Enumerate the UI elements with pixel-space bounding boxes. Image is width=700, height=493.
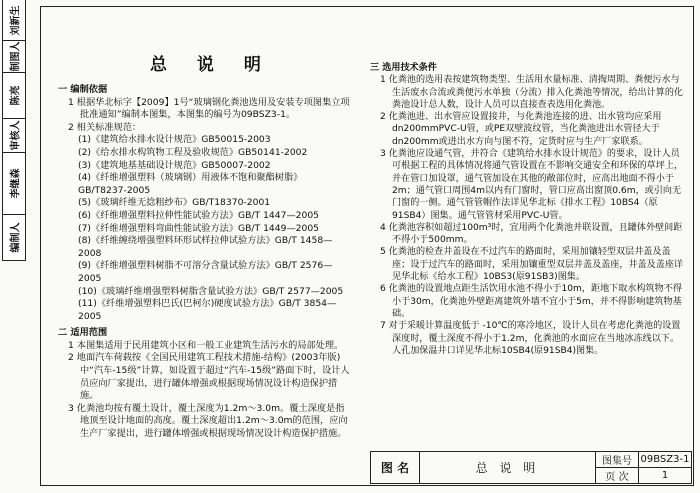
strip-cell xyxy=(3,0,25,41)
strip-cell xyxy=(3,72,25,119)
drawing-name-value: 总 说 明 xyxy=(419,451,596,484)
drawing-name-label: 图 名 xyxy=(370,451,420,484)
standard-item: (11)《纤维增强塑料巴氏(巴柯尔)硬度试验方法》GB/T 3854—2005 xyxy=(78,298,337,322)
condition-item: 3 化粪池应设通气管，并符合《建筑给水排水设计规范》的要求，设计人员可根据工程的具体情况将通气管设置在不影响交通安全和环保的草坪上，并在管口加设罩，通气管加设在其他的敞部位时，应高出地面不得小于2m；通气管口周围4m以内有门窗时，管口应高出窗顶0.6m，或引向无门窗的一侧。通气管管帽作法详见华北标《排水工程》10BS4（原91SB4）图集。通气管管材采用PVC-U管。 xyxy=(380,149,684,221)
standard-item: (9)《纤维增强塑料树脂不可溶分含量试验方法》GB/T 2576—2005 xyxy=(78,260,333,284)
condition-item: 5 化粪池的检查井盖设在不过汽车的路面时，采用加镶轻型双层井盖及盖座；设于过汽车的路面时，采用加镶重型双层井盖及盖座，井盖及盖座详见华北标《给水工程》10BS3(原91SB3)图集。 xyxy=(380,247,684,283)
signature-strip xyxy=(2,0,26,261)
standard-item: (10)《玻璃纤维增强塑料树脂含量试验方法》GB/T 2577—2005 xyxy=(78,285,344,297)
strip-cell xyxy=(3,118,25,153)
strip-text: 刘新生 xyxy=(10,5,22,35)
condition-item: 1 化粪池的选用表按建筑物类型、生活用水量标准、清掏周期、粪便污水与生活废水合流或粪便污水单独（分流）排入化粪池等情况，给出计算的化粪池设计总人数，设计人员可以直接查表选用化粪池。 xyxy=(380,75,684,110)
standard-item: (5)《玻璃纤维无捻粗纱布》GB/T18370-2001 xyxy=(78,197,271,209)
right-column xyxy=(370,58,685,357)
standard-item: (1)《建筑给水排水设计规范》GB50015-2003 xyxy=(78,134,271,146)
strip-text: 李继森 xyxy=(10,168,22,198)
strip-cell xyxy=(3,40,25,73)
standard-item: (3)《建筑地基基础设计规范》GB50007-2002 xyxy=(78,159,271,171)
basis-item: 1 根据华北标字【2009】1号“玻璃钢化粪池选用及安装专项图集立项批准通知”编制本图集，本图集的编号为09BSZ3-1。 xyxy=(68,96,350,121)
standard-item: (7)《纤维增强塑料弯曲性能试验方法》GB/T 1449—2005 xyxy=(78,222,320,234)
condition-item: 7 对于采暖计算温度低于 -10℃的寒冷地区，设计人员在考虑化粪池的设置深度时，覆土深度不得小于1.2m，化粪池的水面应在当地冰冻线以下。人孔加保温井口详见华北标10SB4(原91SB4)图集。 xyxy=(380,321,681,356)
strip-text: 审核人 xyxy=(10,120,22,150)
page-number-label: 页 次 xyxy=(595,467,639,484)
atlas-number-label: 图集号 xyxy=(595,451,639,468)
standard-item: (4)《纤维增强塑料（玻璃钢）用液体不饱和聚酯树脂》GB/T8237-2005 xyxy=(78,172,303,196)
strip-text: 编制人 xyxy=(10,222,22,252)
page-title: 总 说 明 xyxy=(150,55,273,75)
standard-item: (6)《纤维增强塑料拉伸性能试验方法》GB/T 1447—2005 xyxy=(78,209,320,221)
section-heading-scope: 二 适用范围 xyxy=(58,327,108,339)
strip-cell xyxy=(3,214,25,260)
scope-item: 1 本图集适用于民用建筑小区和一般工业建筑生活污水的局部处理。 xyxy=(68,339,344,351)
condition-item: 6 化粪池的设置地点距生活饮用水池不得小于10m，距地下取水构筑物不得小于30m，化粪池外壁距离建筑外墙不宜小于5m，并不得影响建筑物基础。 xyxy=(380,284,682,319)
page-number-value: 1 xyxy=(638,467,692,484)
strip-cell xyxy=(3,152,25,215)
atlas-number-value: 09BSZ3-1 xyxy=(638,451,692,468)
standards-list xyxy=(58,134,350,323)
left-column xyxy=(58,80,350,441)
standard-item: (2)《给水排水构筑物工程及验收规范》GB50141-2002 xyxy=(78,146,308,158)
title-block xyxy=(370,451,692,484)
strip-text: 陈亮 xyxy=(10,85,22,105)
basis-item: 2 相关标准规范： xyxy=(68,121,142,133)
strip-text: 制图人 xyxy=(10,41,22,71)
scope-item: 3 化粪池均按有覆土设计，覆土深度为1.2m～3.0m。覆土深度是指地顶至设计地面的高度。覆土深度超出1.2m～3.0m的范围，应向生产厂家提出，进行罐体增强或根据现场情况设计构造保护措施。 xyxy=(68,402,348,440)
standard-item: (8)《纤维缠绕增强塑料环形试样拉伸试验方法》GB/T 1458—2008 xyxy=(78,235,333,259)
condition-item: 2 化粪池进、出水管应设置接井，与化粪池连接的进、出水管均应采用dn200mmPVC-U管，或PE双壁波纹管，当化粪池进出水管径大于dn200mm或进出水方向与图不符，定货时应与生产厂家联系。 xyxy=(380,112,662,147)
section-heading-basis: 一 编制依据 xyxy=(58,84,108,95)
scope-item: 2 地面汽车荷载按《全国民用建筑工程技术措施-结构》(2003年版)中“汽车-15级”计算，如设置于超过“汽车-15级”路面下时，设计人员应向厂家提出，进行罐体增强或根据现场情况设计构造保护措施。 xyxy=(68,352,350,402)
section-heading-conditions: 三 选用技术条件 xyxy=(370,63,437,73)
condition-item: 4 化粪池容积如超过100m³时，宜用两个化粪池并联设置，且罐体外壁间距不得小于500mm。 xyxy=(380,222,683,246)
